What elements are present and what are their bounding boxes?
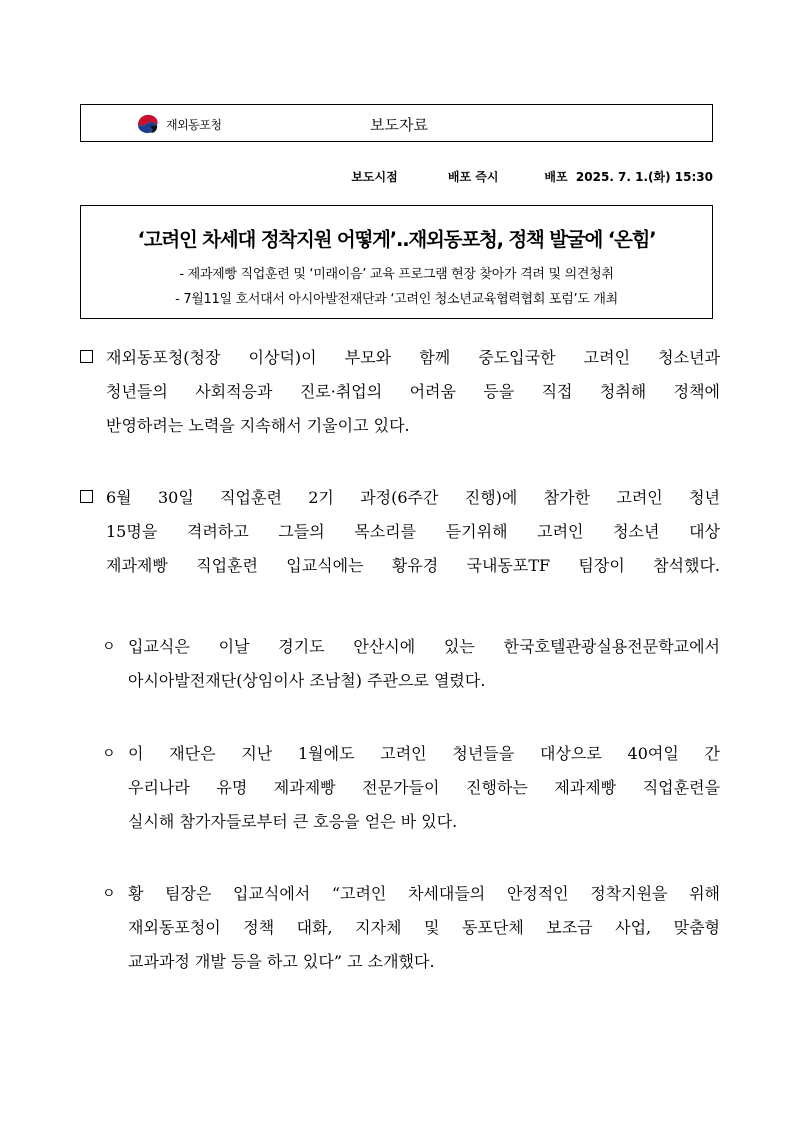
release-label: 보도시점 (351, 170, 398, 184)
paragraph-1-line-2: 청년들의 사회적응과 진로·취업의 어려움 등을 직접 청취해 정책에 (106, 382, 720, 401)
sub-item-1-line-2: 아시아발전재단(상임이사 조남철) 주관으로 열렸다. (128, 671, 486, 690)
release-date: 2025. 7. 1.(화) 15:30 (575, 170, 713, 184)
paragraph-1-line-1: 재외동포청(청장 이상덕)이 부모와 함께 중도입국한 고려인 청소년과 (106, 348, 720, 367)
sub-item-3 (80, 877, 720, 979)
circle-bullet-icon: ㅇ (102, 746, 116, 762)
circle-bullet-icon: ㅇ (102, 639, 116, 655)
square-bullet-icon (80, 490, 93, 503)
sub-item-3-line-2: 재외동포청이 정책 대화, 지자체 및 동포단체 보조금 사업, 맞춤형 (128, 918, 720, 937)
paragraph-2-line-3: 제과제빵 직업훈련 입교식에는 황유경 국내동포TF 팀장이 참석했다. (106, 556, 720, 575)
sub-item-2-line-1: 이 재단은 지난 1월에도 고려인 청년들을 대상으로 40여일 간 (128, 744, 720, 763)
headline-box (80, 205, 713, 319)
sub-item-1-line-1: 입교식은 이날 경기도 안산시에 있는 한국호텔관광실용전문학교에서 (128, 637, 720, 656)
agency-name: 재외동포청 (166, 117, 222, 132)
headline-subtitle-1: - 제과제빵 직업훈련 및 ‘미래이음’ 교육 프로그램 현장 찾아가 격려 및 의견청취 (179, 267, 614, 282)
paragraph-2-line-1: 6월 30일 직업훈련 2기 과정(6주간 진행)에 참가한 고려인 청년 (106, 488, 720, 507)
circle-bullet-icon: ㅇ (102, 886, 116, 902)
sub-item-2 (80, 737, 720, 839)
taegeuk-logo-icon (136, 113, 162, 135)
sub-item-2-line-3: 실시해 참가자들로부터 큰 호응을 얻은 바 있다. (128, 812, 458, 831)
paragraph-2-line-2: 15명을 격려하고 그들의 목소리를 듣기위해 고려인 청소년 대상 (106, 522, 720, 541)
release-date-label: 배포 (544, 170, 568, 184)
headline-title: ‘고려인 차세대 정착지원 어떻게’..재외동포청, 정책 발굴에 ‘온힘’ (137, 228, 656, 251)
square-bullet-icon (80, 350, 93, 363)
release-info (0, 168, 713, 185)
release-timing: 배포 즉시 (447, 170, 499, 184)
headline-subtitle-2: - 7월11일 호서대서 아시아발전재단과 ‘고려인 청소년교육협력협회 포럼’도 개최 (175, 292, 618, 307)
paragraph-1 (80, 341, 720, 443)
paragraph-2 (80, 481, 720, 583)
document-type: 보도자료 (370, 116, 428, 134)
header-box (80, 104, 713, 142)
sub-item-1 (80, 630, 720, 698)
sub-item-2-line-2: 우리나라 유명 제과제빵 전문가들이 진행하는 제과제빵 직업훈련을 (128, 778, 720, 797)
paragraph-1-line-3: 반영하려는 노력을 지속해서 기울이고 있다. (106, 416, 410, 435)
agency-logo (136, 113, 221, 135)
sub-item-3-line-1: 황 팀장은 입교식에서 “고려인 차세대들의 안정적인 정착지원을 위해 (128, 884, 720, 903)
sub-item-3-line-3: 교과과정 개발 등을 하고 있다” 고 소개했다. (128, 952, 435, 971)
